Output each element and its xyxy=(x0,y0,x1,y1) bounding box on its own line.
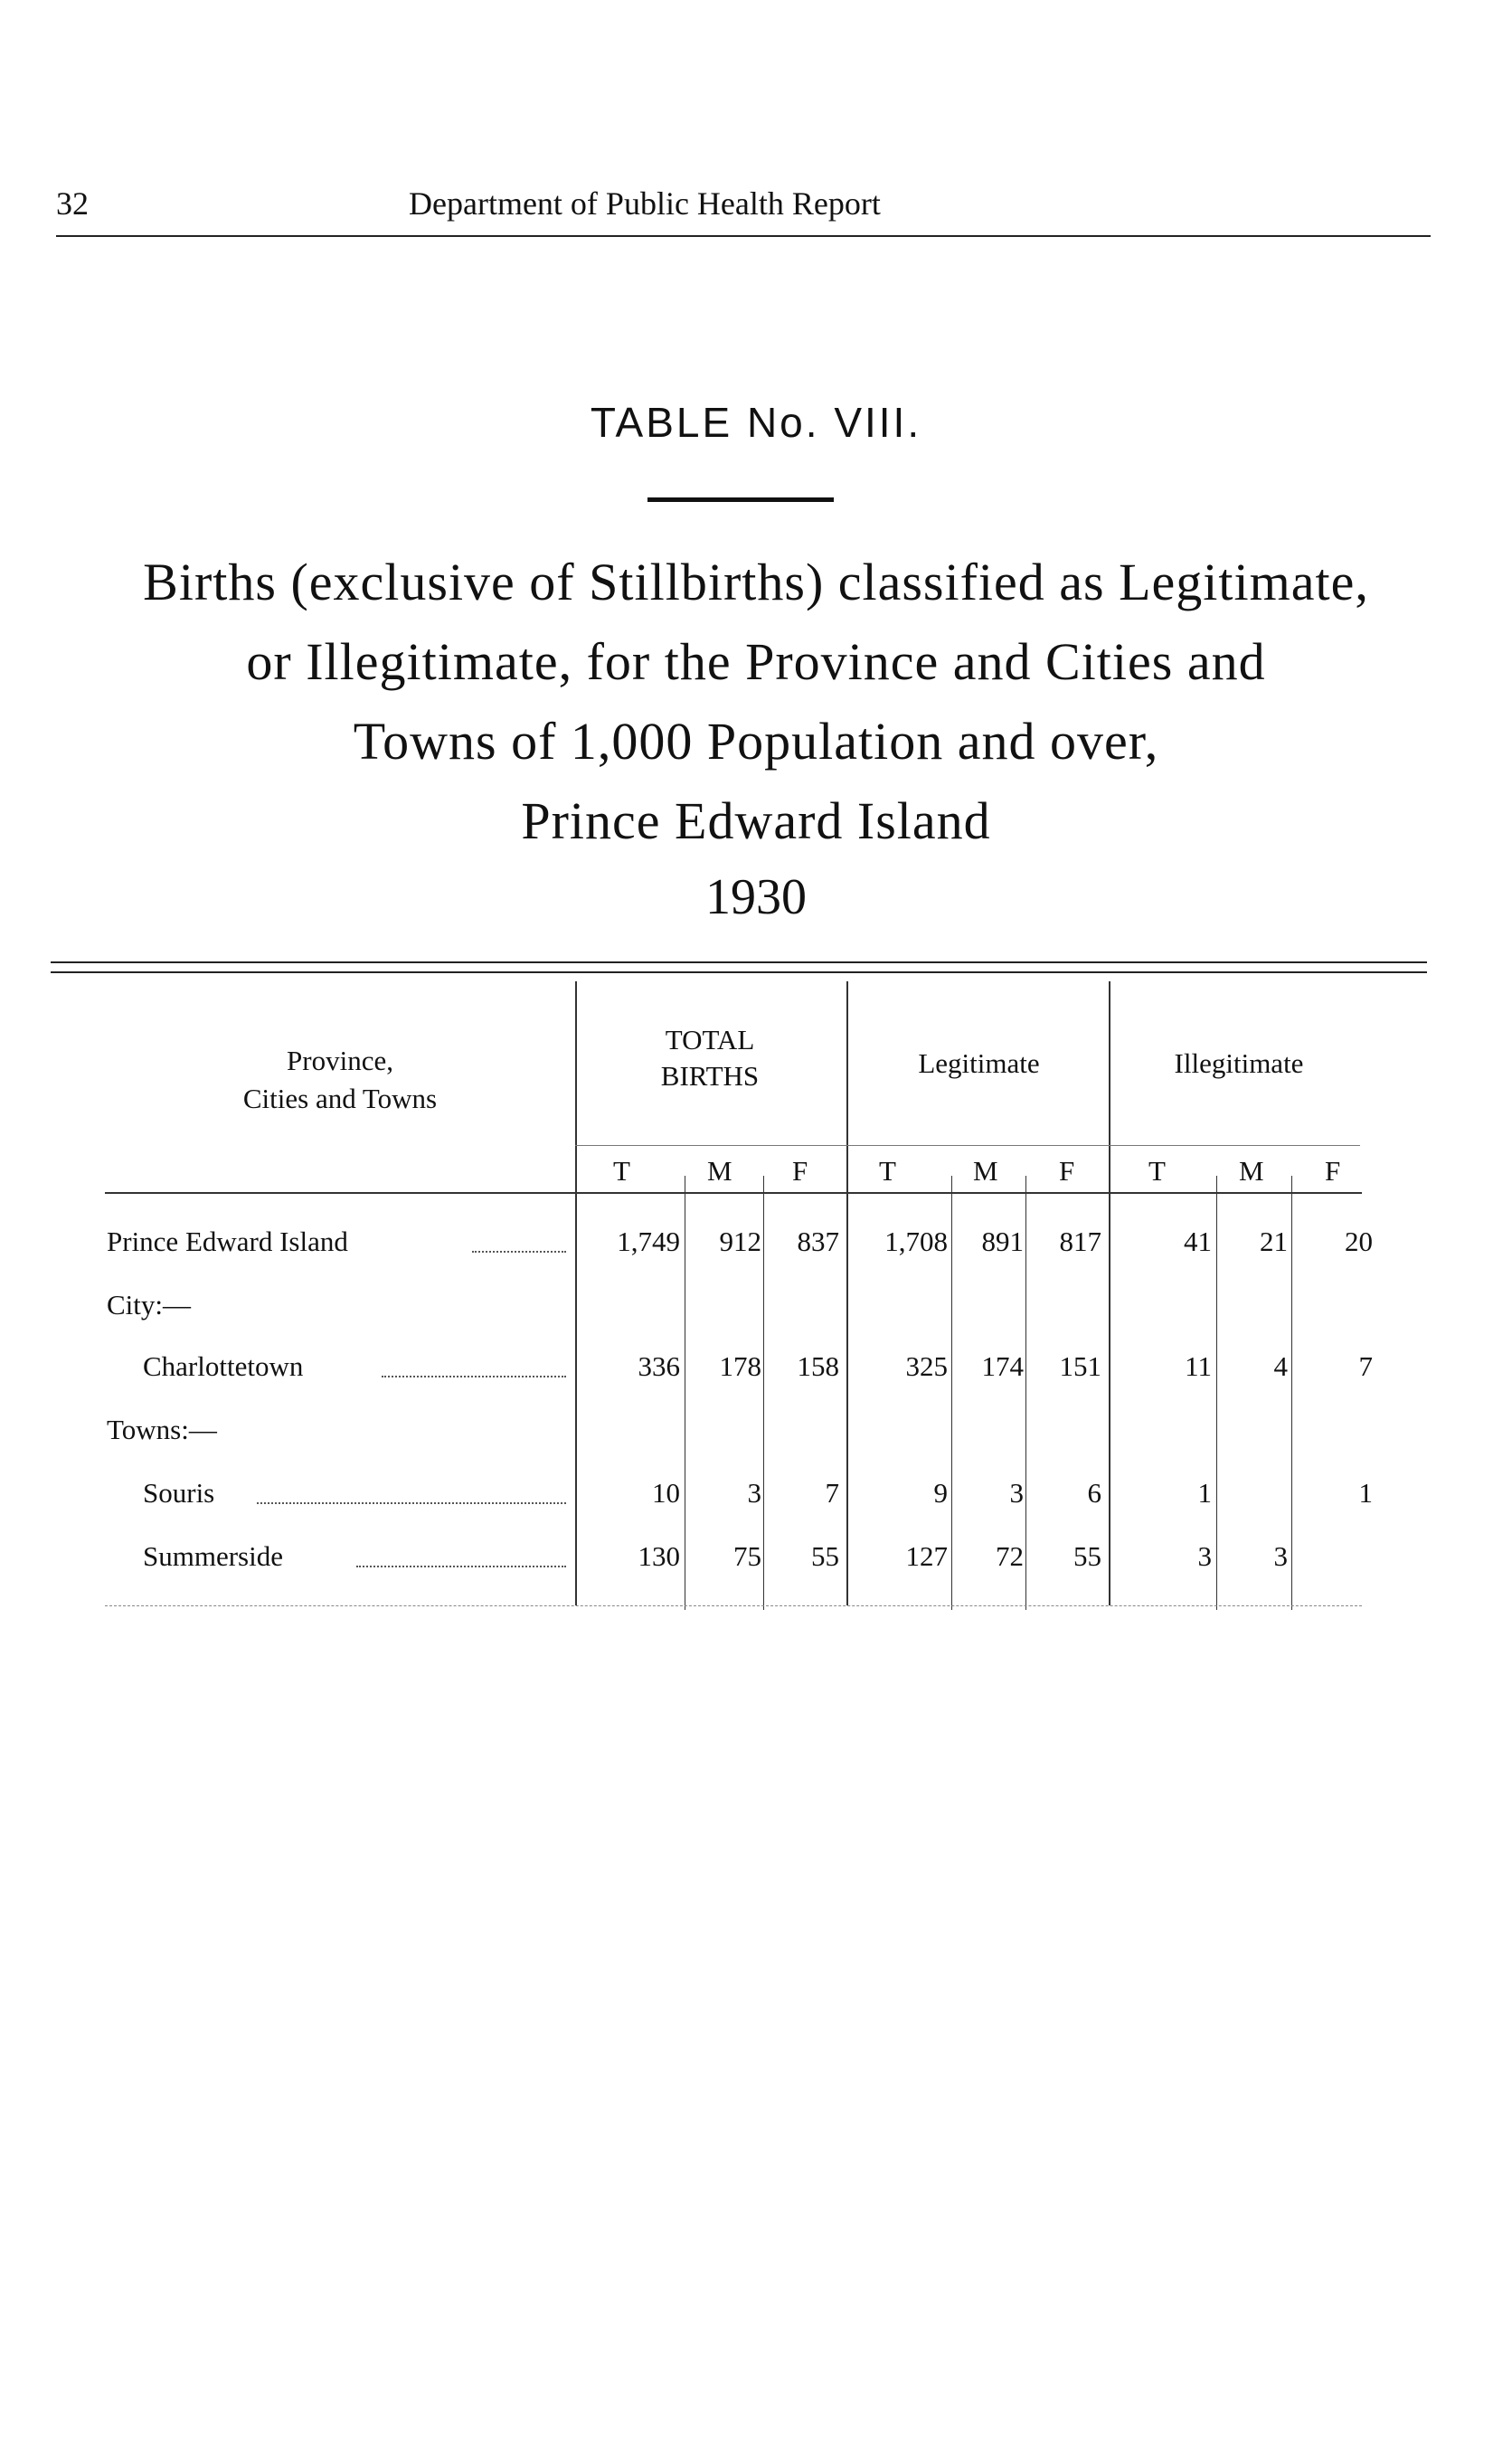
legitimate-header: Legitimate xyxy=(918,1047,1040,1079)
column-divider xyxy=(575,981,577,1605)
subheader-f: F xyxy=(1059,1155,1075,1187)
table-title xyxy=(36,543,1476,861)
cell-legit-f: 6 xyxy=(1087,1477,1101,1509)
row-label: Summerside xyxy=(143,1540,283,1572)
cell-total-m: 3 xyxy=(747,1477,761,1509)
subheader-f: F xyxy=(792,1155,808,1187)
cell-illegit-m: 3 xyxy=(1273,1540,1288,1572)
section-label-city: City:— xyxy=(107,1289,192,1320)
cell-illegit-t: 3 xyxy=(1197,1540,1212,1572)
cell-legit-m: 174 xyxy=(981,1350,1024,1382)
title-line: Prince Edward Island xyxy=(521,791,991,850)
cell-total-f: 158 xyxy=(797,1350,839,1382)
cell-legit-t: 325 xyxy=(905,1350,948,1382)
dot-leader xyxy=(356,1566,566,1567)
year-label: 1930 xyxy=(705,869,807,925)
row-label: Prince Edward Island xyxy=(107,1226,348,1257)
cell-total-f: 837 xyxy=(797,1226,839,1257)
cell-total-m: 75 xyxy=(733,1540,761,1572)
running-title: Department of Public Health Report xyxy=(409,185,881,222)
subheader-t: T xyxy=(879,1155,896,1187)
section-label-towns: Towns:— xyxy=(107,1414,217,1445)
title-line: Births (exclusive of Stillbirths) classified as Legitimate, xyxy=(143,553,1369,611)
group-header-rule xyxy=(575,1145,1360,1146)
title-rule xyxy=(647,497,834,502)
cell-total-t: 10 xyxy=(652,1477,680,1509)
cell-illegit-m: 21 xyxy=(1260,1226,1288,1257)
page-number: 32 xyxy=(56,185,89,222)
cell-illegit-m: 4 xyxy=(1273,1350,1288,1382)
subheader-f: F xyxy=(1325,1155,1341,1187)
dot-leader xyxy=(382,1376,566,1377)
illegitimate-header: Illegitimate xyxy=(1174,1047,1304,1079)
column-divider xyxy=(1109,981,1110,1605)
cell-total-t: 1,749 xyxy=(617,1226,680,1257)
dot-leader xyxy=(257,1502,566,1504)
cell-illegit-f: 20 xyxy=(1345,1226,1373,1257)
cell-total-f: 7 xyxy=(825,1477,839,1509)
stub-header: Province, Cities and Towns xyxy=(242,1045,438,1114)
cell-total-f: 55 xyxy=(811,1540,839,1572)
subheader-m: M xyxy=(973,1155,998,1187)
table-top-rule xyxy=(51,961,1427,973)
subheader-t: T xyxy=(613,1155,630,1187)
subheader-m: M xyxy=(707,1155,732,1187)
cell-illegit-t: 11 xyxy=(1185,1350,1212,1382)
cell-total-m: 912 xyxy=(719,1226,761,1257)
cell-illegit-f: 7 xyxy=(1358,1350,1373,1382)
table-bottom-rule xyxy=(105,1605,1362,1606)
cell-legit-m: 72 xyxy=(996,1540,1024,1572)
cell-total-t: 336 xyxy=(638,1350,680,1382)
cell-legit-t: 1,708 xyxy=(884,1226,948,1257)
header-bottom-rule xyxy=(105,1192,1362,1194)
cell-legit-f: 817 xyxy=(1059,1226,1101,1257)
total-births-header: TOTAL BIRTHS xyxy=(660,1024,760,1092)
title-line: Towns of 1,000 Population and over, xyxy=(353,712,1159,771)
column-divider xyxy=(846,981,848,1605)
cell-legit-f: 151 xyxy=(1059,1350,1101,1382)
cell-legit-m: 3 xyxy=(1009,1477,1024,1509)
cell-legit-t: 9 xyxy=(933,1477,948,1509)
cell-illegit-f: 1 xyxy=(1358,1477,1373,1509)
cell-total-t: 130 xyxy=(638,1540,680,1572)
running-header xyxy=(56,177,1431,237)
cell-legit-m: 891 xyxy=(981,1226,1024,1257)
row-label: Souris xyxy=(143,1477,215,1509)
subheader-t: T xyxy=(1148,1155,1166,1187)
cell-legit-f: 55 xyxy=(1073,1540,1101,1572)
cell-legit-t: 127 xyxy=(905,1540,948,1572)
cell-total-m: 178 xyxy=(719,1350,761,1382)
table-label: TABLE No. VIII. xyxy=(590,399,922,446)
row-label: Charlottetown xyxy=(143,1350,304,1382)
dot-leader xyxy=(472,1251,566,1253)
cell-illegit-t: 41 xyxy=(1184,1226,1212,1257)
cell-illegit-t: 1 xyxy=(1197,1477,1212,1509)
subheader-m: M xyxy=(1239,1155,1264,1187)
title-line: or Illegitimate, for the Province and Cities and xyxy=(246,632,1266,691)
